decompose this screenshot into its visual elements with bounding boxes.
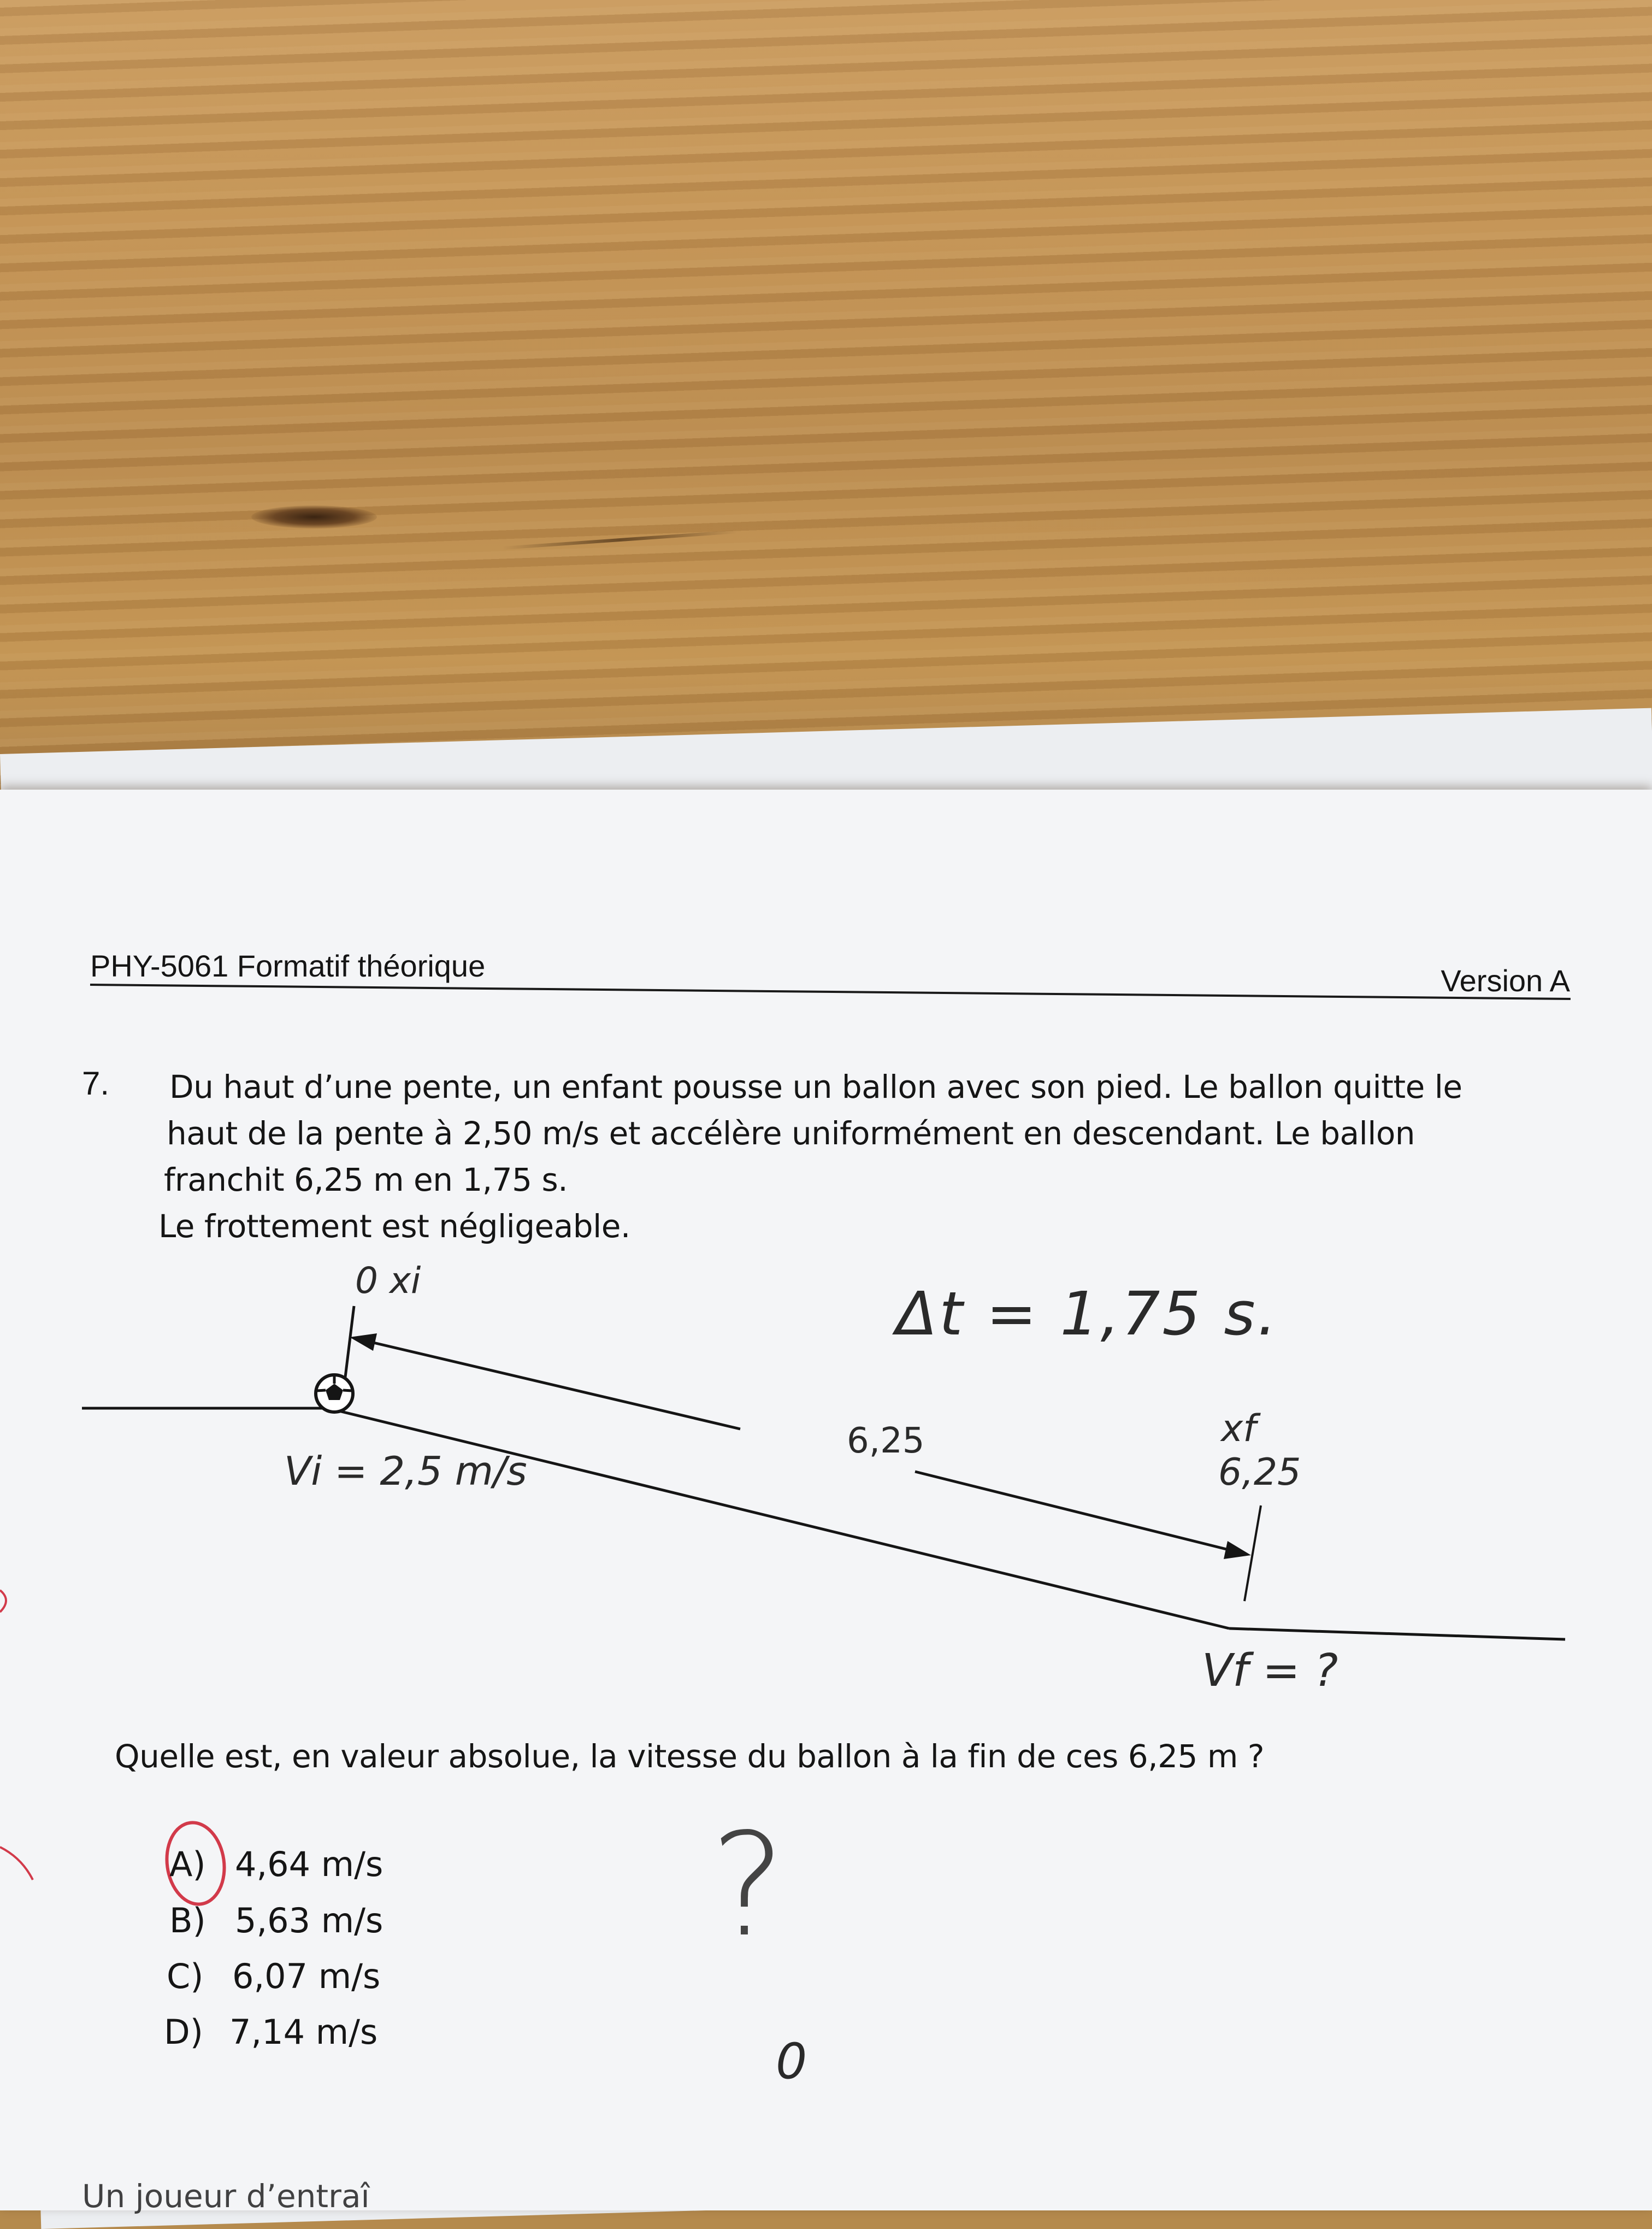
handwritten-question-mark: ? bbox=[710, 1803, 786, 1968]
choice-text: 7,14 m/s bbox=[229, 2012, 378, 2052]
choice-text: 6,07 m/s bbox=[232, 1956, 381, 1996]
problem-line-1: Du haut d’une pente, un enfant pousse un ballon avec son pied. Le ballon quitte le bbox=[169, 1068, 1462, 1105]
handwritten-xf: xf bbox=[1221, 1407, 1256, 1450]
slope-line bbox=[328, 1408, 1229, 1628]
bottom-ground-line bbox=[1229, 1628, 1565, 1639]
lower-distance-arrow bbox=[915, 1472, 1261, 1601]
choice-c bbox=[167, 1956, 380, 1996]
choice-d bbox=[164, 2012, 377, 2052]
problem-line-3: franchit 6,25 m en 1,75 s. bbox=[164, 1161, 568, 1198]
version-label: Version A bbox=[1441, 963, 1570, 998]
handwritten-vi: Vi = 2,5 m/s bbox=[284, 1448, 527, 1494]
choice-letter: C) bbox=[167, 1956, 204, 1996]
next-problem-partial: Un joueur d’entraî bbox=[82, 2178, 370, 2215]
choice-text: 4,64 m/s bbox=[235, 1844, 384, 1884]
choice-letter: D) bbox=[164, 2012, 203, 2052]
handwritten-xf-value: 6,25 bbox=[1218, 1451, 1301, 1494]
problem-line-4: Le frottement est négligeable. bbox=[158, 1208, 630, 1245]
margin-mark bbox=[0, 1590, 6, 1612]
choice-letter: A) bbox=[169, 1844, 206, 1884]
margin-mark bbox=[0, 1847, 33, 1880]
choice-text: 5,63 m/s bbox=[235, 1901, 384, 1940]
handwritten-distance: 6,25 bbox=[847, 1421, 925, 1461]
choice-a bbox=[169, 1844, 383, 1884]
upper-distance-arrow bbox=[345, 1306, 740, 1429]
problem-line-2: haut de la pente à 2,50 m/s et accélère uniformément en descendant. Le ballon bbox=[167, 1115, 1415, 1152]
handwritten-vf: Vf = ? bbox=[1202, 1645, 1338, 1697]
handwritten-zero: 0 bbox=[776, 2033, 807, 2090]
soccer-ball-icon bbox=[316, 1375, 353, 1412]
handwritten-delta-t: Δt = 1,75 s. bbox=[896, 1279, 1279, 1349]
course-title: PHY-5061 Formatif théorique bbox=[90, 949, 486, 983]
question-text: Quelle est, en valeur absolue, la vitesse du ballon à la fin de ces 6,25 m ? bbox=[115, 1738, 1265, 1775]
choice-b bbox=[169, 1901, 383, 1940]
problem-number: 7. bbox=[82, 1065, 110, 1102]
choice-letter: B) bbox=[169, 1901, 206, 1940]
handwritten-xi: 0 xi bbox=[355, 1260, 421, 1302]
